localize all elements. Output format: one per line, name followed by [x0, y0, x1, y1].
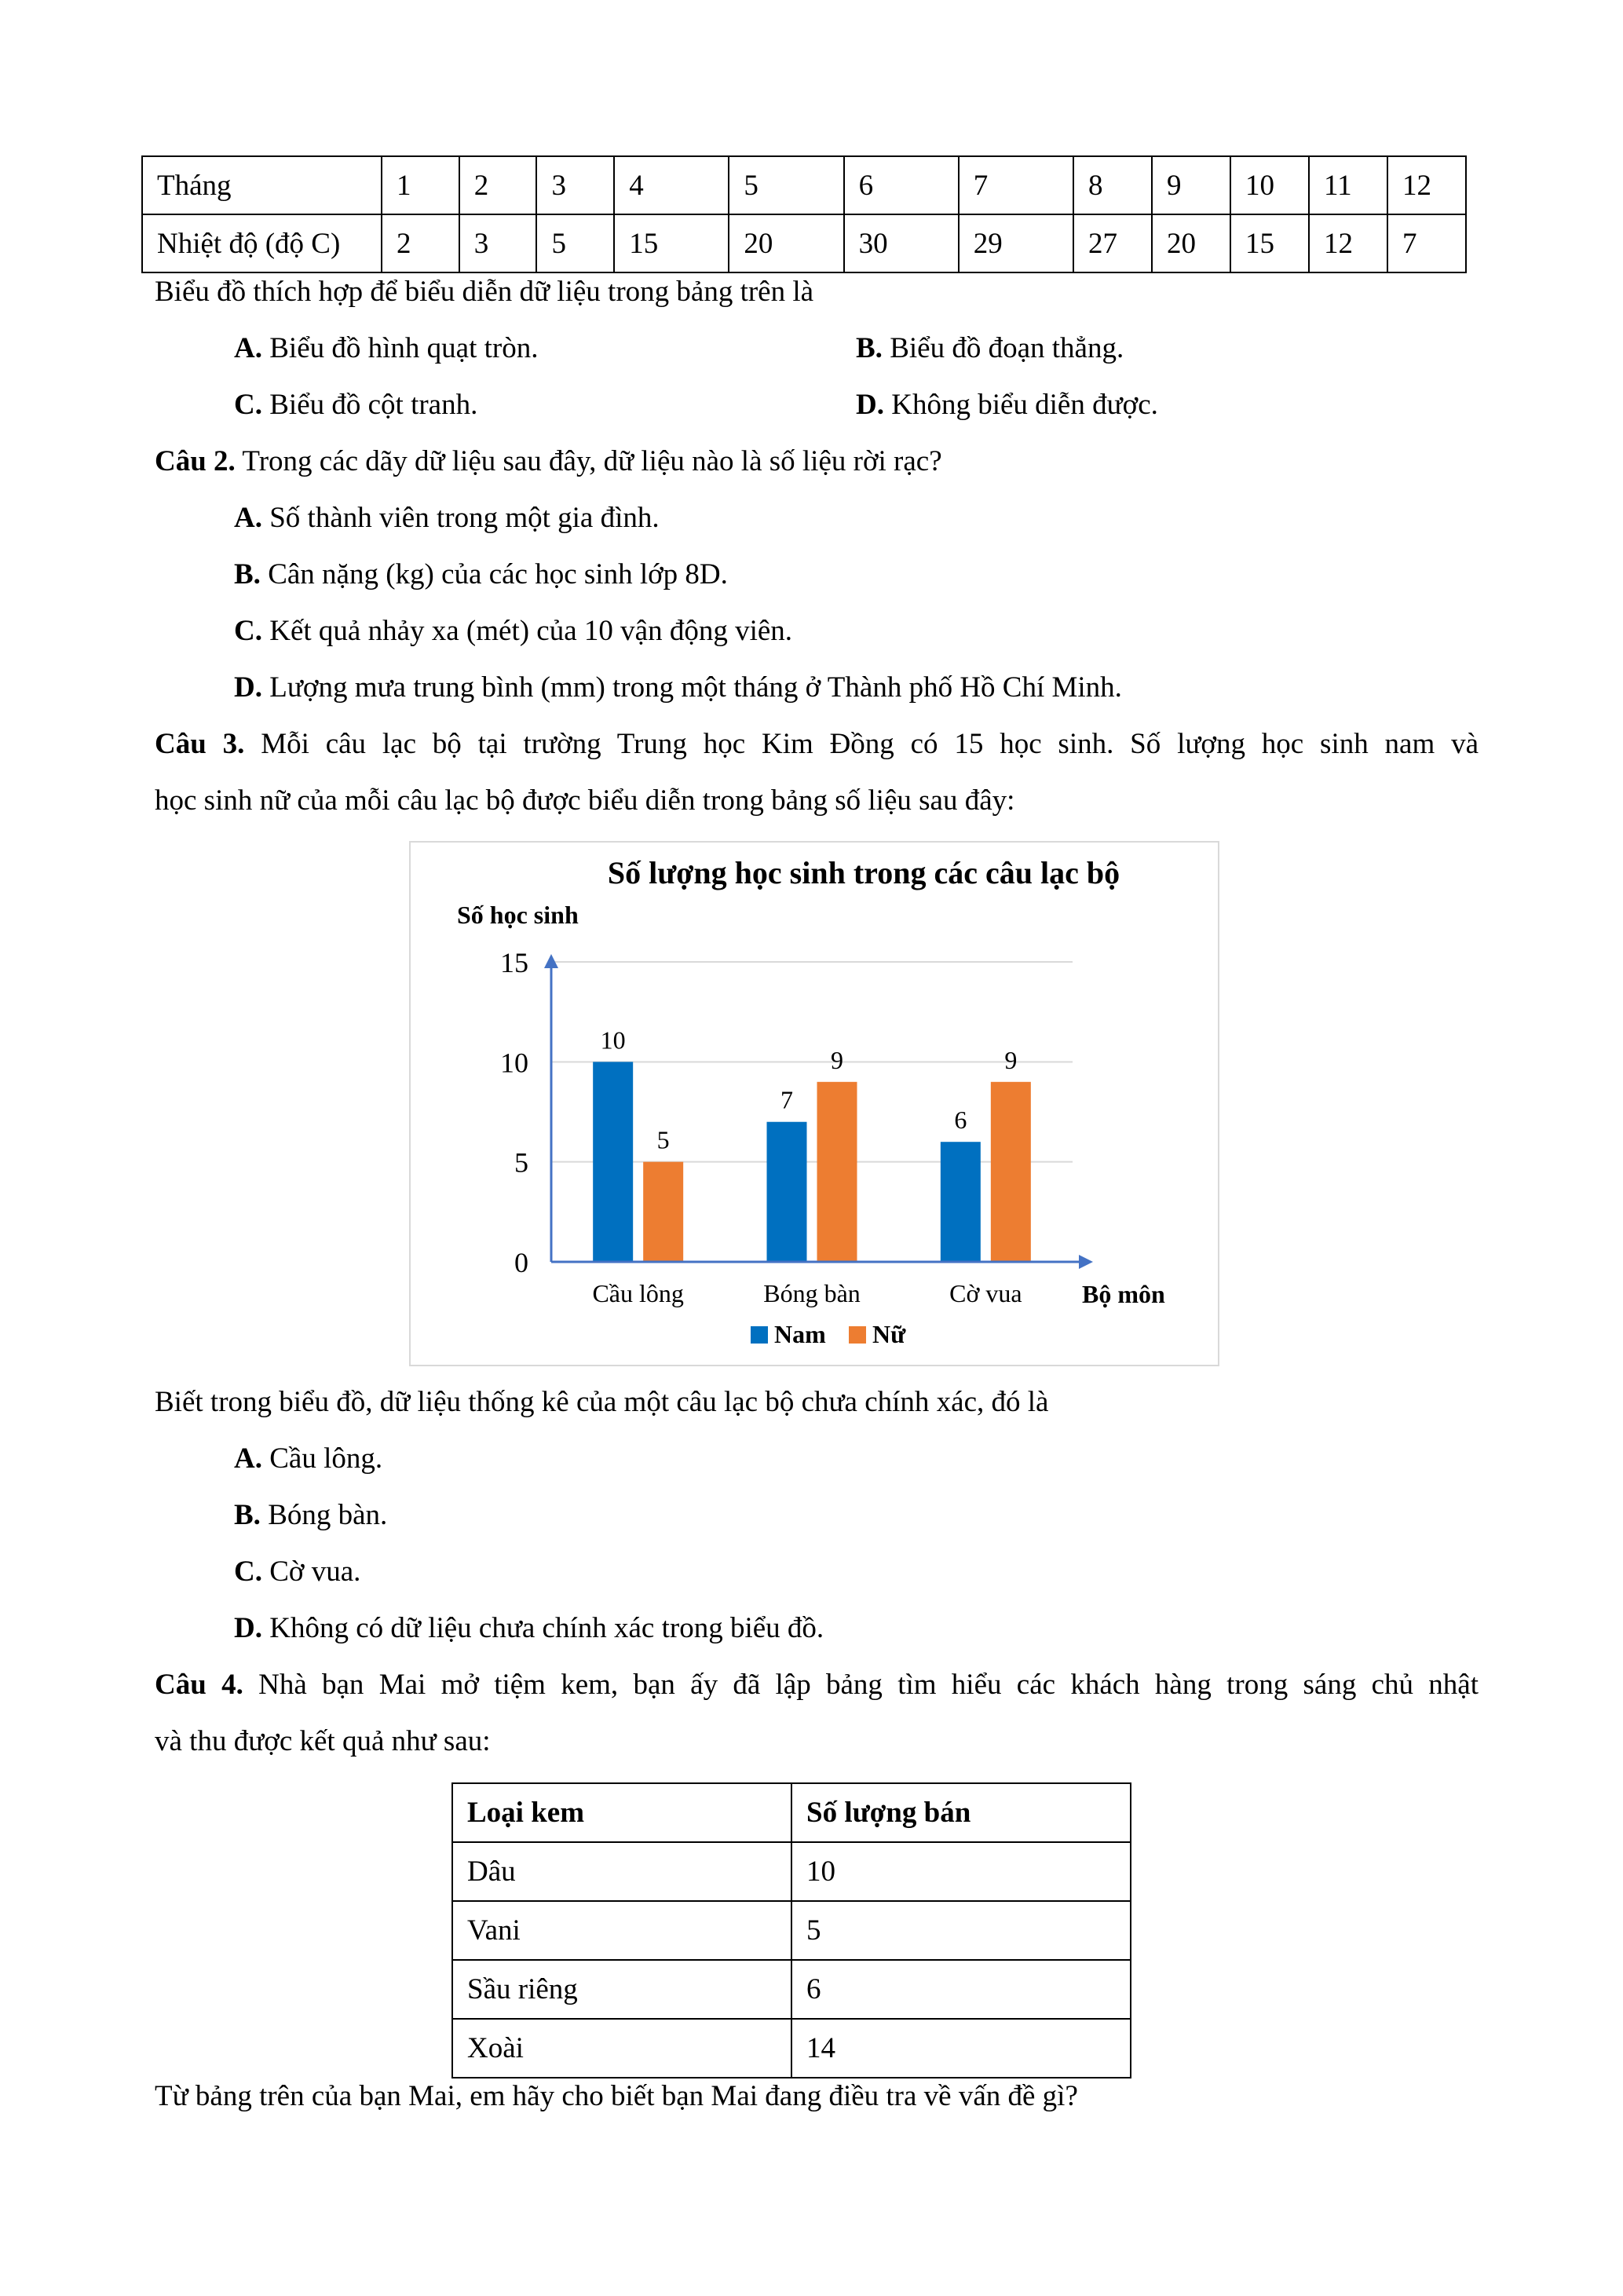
bar	[991, 1082, 1031, 1262]
option-key: A.	[234, 1442, 262, 1475]
x-category-label: Cờ vua	[949, 1279, 1022, 1307]
table-cell: 2	[382, 214, 459, 272]
chart-data-labels	[601, 1026, 1018, 1153]
option-text: Cầu lông.	[261, 1442, 383, 1475]
table-cell: 3	[459, 214, 537, 272]
legend-swatch	[751, 1326, 768, 1344]
table-cell: 5	[791, 1901, 1131, 1960]
q3-after-chart: Biết trong biểu đồ, dữ liệu thống kê của một câu lạc bộ chưa chính xác, đó là	[155, 1386, 1049, 1418]
bar-value-label: 10	[600, 1026, 626, 1055]
table-cell: 15	[1230, 214, 1309, 272]
x-axis-label: Bộ môn	[1082, 1280, 1165, 1308]
q2-option-d	[234, 671, 1122, 705]
table-header-cell: Tháng	[142, 156, 382, 214]
table-cell: 6	[844, 156, 959, 214]
option-text: Không biểu diễn được.	[883, 389, 1158, 421]
y-tick-label: 5	[514, 1146, 528, 1179]
option-key: A.	[234, 332, 262, 364]
option-key: D.	[234, 1612, 262, 1644]
table-cell: 10	[1230, 156, 1309, 214]
q3-option-b	[234, 1498, 387, 1533]
legend-swatch	[849, 1326, 866, 1344]
bar-value-label: 7	[780, 1085, 793, 1114]
table-header-cell: Nhiệt độ (độ C)	[142, 214, 382, 272]
x-axis-arrow-icon	[1079, 1255, 1093, 1269]
q3-option-c	[234, 1555, 360, 1589]
option-text: Biểu đồ cột tranh.	[261, 389, 478, 421]
table-row	[452, 2019, 1131, 2078]
x-category-label: Bóng bàn	[763, 1279, 861, 1307]
table-cell: 5	[536, 214, 614, 272]
q2-stem	[155, 444, 942, 479]
legend-label: Nữ	[872, 1320, 906, 1348]
q4-stem-line1	[155, 1668, 1479, 1702]
bar-value-label: 9	[1004, 1045, 1018, 1074]
q4-question: Từ bảng trên của bạn Mai, em hãy cho biết bạn Mai đang điều tra về vấn đề gì?	[155, 2080, 1078, 2112]
table-cell: Xoài	[452, 2019, 791, 2078]
table-cell: Dâu	[452, 1842, 791, 1901]
option-key: C.	[234, 1556, 262, 1588]
option-key: C.	[234, 389, 262, 421]
chart-title: Số lượng học sinh trong các câu lạc bộ	[607, 855, 1120, 890]
bar-chart	[411, 843, 1218, 1365]
option-key: B.	[234, 1499, 261, 1531]
question-text: Trong các dãy dữ liệu sau đây, dữ liệu nào là số liệu rời rạc?	[235, 445, 942, 477]
table-row	[452, 1842, 1131, 1901]
y-tick-label: 0	[514, 1247, 528, 1278]
x-category-label: Cầu lông	[592, 1279, 684, 1307]
option-text: Biểu đồ đoạn thẳng.	[882, 332, 1124, 364]
ice-cream-table	[451, 1782, 1131, 2078]
chart-category-labels	[592, 1279, 1022, 1307]
table-cell: 8	[1073, 156, 1152, 214]
q3-stem-line2: học sinh nữ của mỗi câu lạc bộ được biểu diễn trong bảng số liệu sau đây:	[155, 784, 1015, 817]
table-cell: 12	[1309, 214, 1387, 272]
option-text: Biểu đồ hình quạt tròn.	[261, 332, 539, 364]
table-header-cell: Số lượng bán	[791, 1783, 1131, 1842]
table-cell: 5	[729, 156, 843, 214]
table-cell: 14	[791, 2019, 1131, 2078]
q2-option-b	[234, 558, 728, 592]
q3-option-d	[234, 1611, 824, 1646]
q1-option-d	[856, 388, 1158, 422]
option-text: Cân nặng (kg) của các học sinh lớp 8D.	[260, 558, 728, 590]
table-cell: 30	[844, 214, 959, 272]
table-cell: 11	[1309, 156, 1387, 214]
table-cell: 9	[1152, 156, 1230, 214]
bar-value-label: 5	[656, 1125, 670, 1154]
table-cell: 12	[1387, 156, 1466, 214]
q2-option-a	[234, 501, 660, 536]
table-cell: 15	[614, 214, 729, 272]
table-cell: 4	[614, 156, 729, 214]
question-text: Mỗi câu lạc bộ tại trường Trung học Kim Đồng có 15 học sinh. Số lượng học sinh nam và	[244, 728, 1479, 760]
bar	[767, 1122, 807, 1262]
q1-option-b	[856, 331, 1124, 366]
bar-chart-frame	[409, 841, 1219, 1366]
option-text: Không có dữ liệu chưa chính xác trong biểu đồ.	[261, 1612, 824, 1644]
option-key: A.	[234, 502, 262, 534]
option-text: Cờ vua.	[261, 1556, 361, 1588]
q1-option-a	[234, 331, 538, 366]
table-cell: 7	[959, 156, 1073, 214]
bar	[941, 1142, 981, 1262]
option-text: Lượng mưa trung bình (mm) trong một tháng ở Thành phố Hồ Chí Minh.	[261, 671, 1122, 704]
bar-value-label: 6	[954, 1106, 967, 1135]
q2-option-c	[234, 614, 792, 649]
q3-stem-line1	[155, 727, 1479, 762]
question-label: Câu 4.	[155, 1669, 243, 1701]
bar-value-label: 9	[831, 1045, 843, 1074]
table-cell: 7	[1387, 214, 1466, 272]
y-axis-label: Số học sinh	[457, 901, 579, 929]
question-label: Câu 3.	[155, 728, 245, 760]
bar	[593, 1062, 633, 1262]
y-tick-label: 15	[500, 947, 528, 978]
question-label: Câu 2.	[155, 445, 236, 477]
q1-option-c	[234, 388, 477, 422]
option-key: D.	[234, 671, 262, 704]
option-text: Kết quả nhảy xa (mét) của 10 vận động viên.	[261, 615, 793, 647]
table-cell: 6	[791, 1960, 1131, 2019]
table-cell: 29	[959, 214, 1073, 272]
legend-label: Nam	[774, 1320, 826, 1348]
q1-prompt: Biểu đồ thích hợp để biểu diễn dữ liệu trong bảng trên là	[155, 276, 814, 308]
question-text: Nhà bạn Mai mở tiệm kem, bạn ấy đã lập bảng tìm hiểu các khách hàng trong sáng chủ nhật	[243, 1669, 1479, 1701]
table-cell: 20	[1152, 214, 1230, 272]
chart-y-ticks	[500, 947, 528, 1278]
option-key: D.	[856, 389, 884, 421]
option-key: B.	[234, 558, 261, 590]
table-header-cell: Loại kem	[452, 1783, 791, 1842]
table-cell: 20	[729, 214, 843, 272]
bar	[643, 1162, 683, 1262]
table-row	[452, 1901, 1131, 1960]
table-row	[452, 1960, 1131, 2019]
table-cell: Sầu riêng	[452, 1960, 791, 2019]
chart-legend	[751, 1320, 906, 1348]
temperature-table	[141, 155, 1467, 273]
q4-stem-line2: và thu được kết quả như sau:	[155, 1725, 491, 1757]
option-key: B.	[856, 332, 883, 364]
option-key: C.	[234, 615, 262, 647]
table-cell: Vani	[452, 1901, 791, 1960]
table-cell: 27	[1073, 214, 1152, 272]
bar	[817, 1082, 857, 1262]
y-tick-label: 10	[500, 1047, 528, 1079]
table-cell: 10	[791, 1842, 1131, 1901]
table-cell: 1	[382, 156, 459, 214]
q3-option-a	[234, 1442, 382, 1476]
option-text: Số thành viên trong một gia đình.	[261, 502, 660, 534]
option-text: Bóng bàn.	[260, 1499, 388, 1531]
table-cell: 2	[459, 156, 537, 214]
table-cell: 3	[536, 156, 614, 214]
